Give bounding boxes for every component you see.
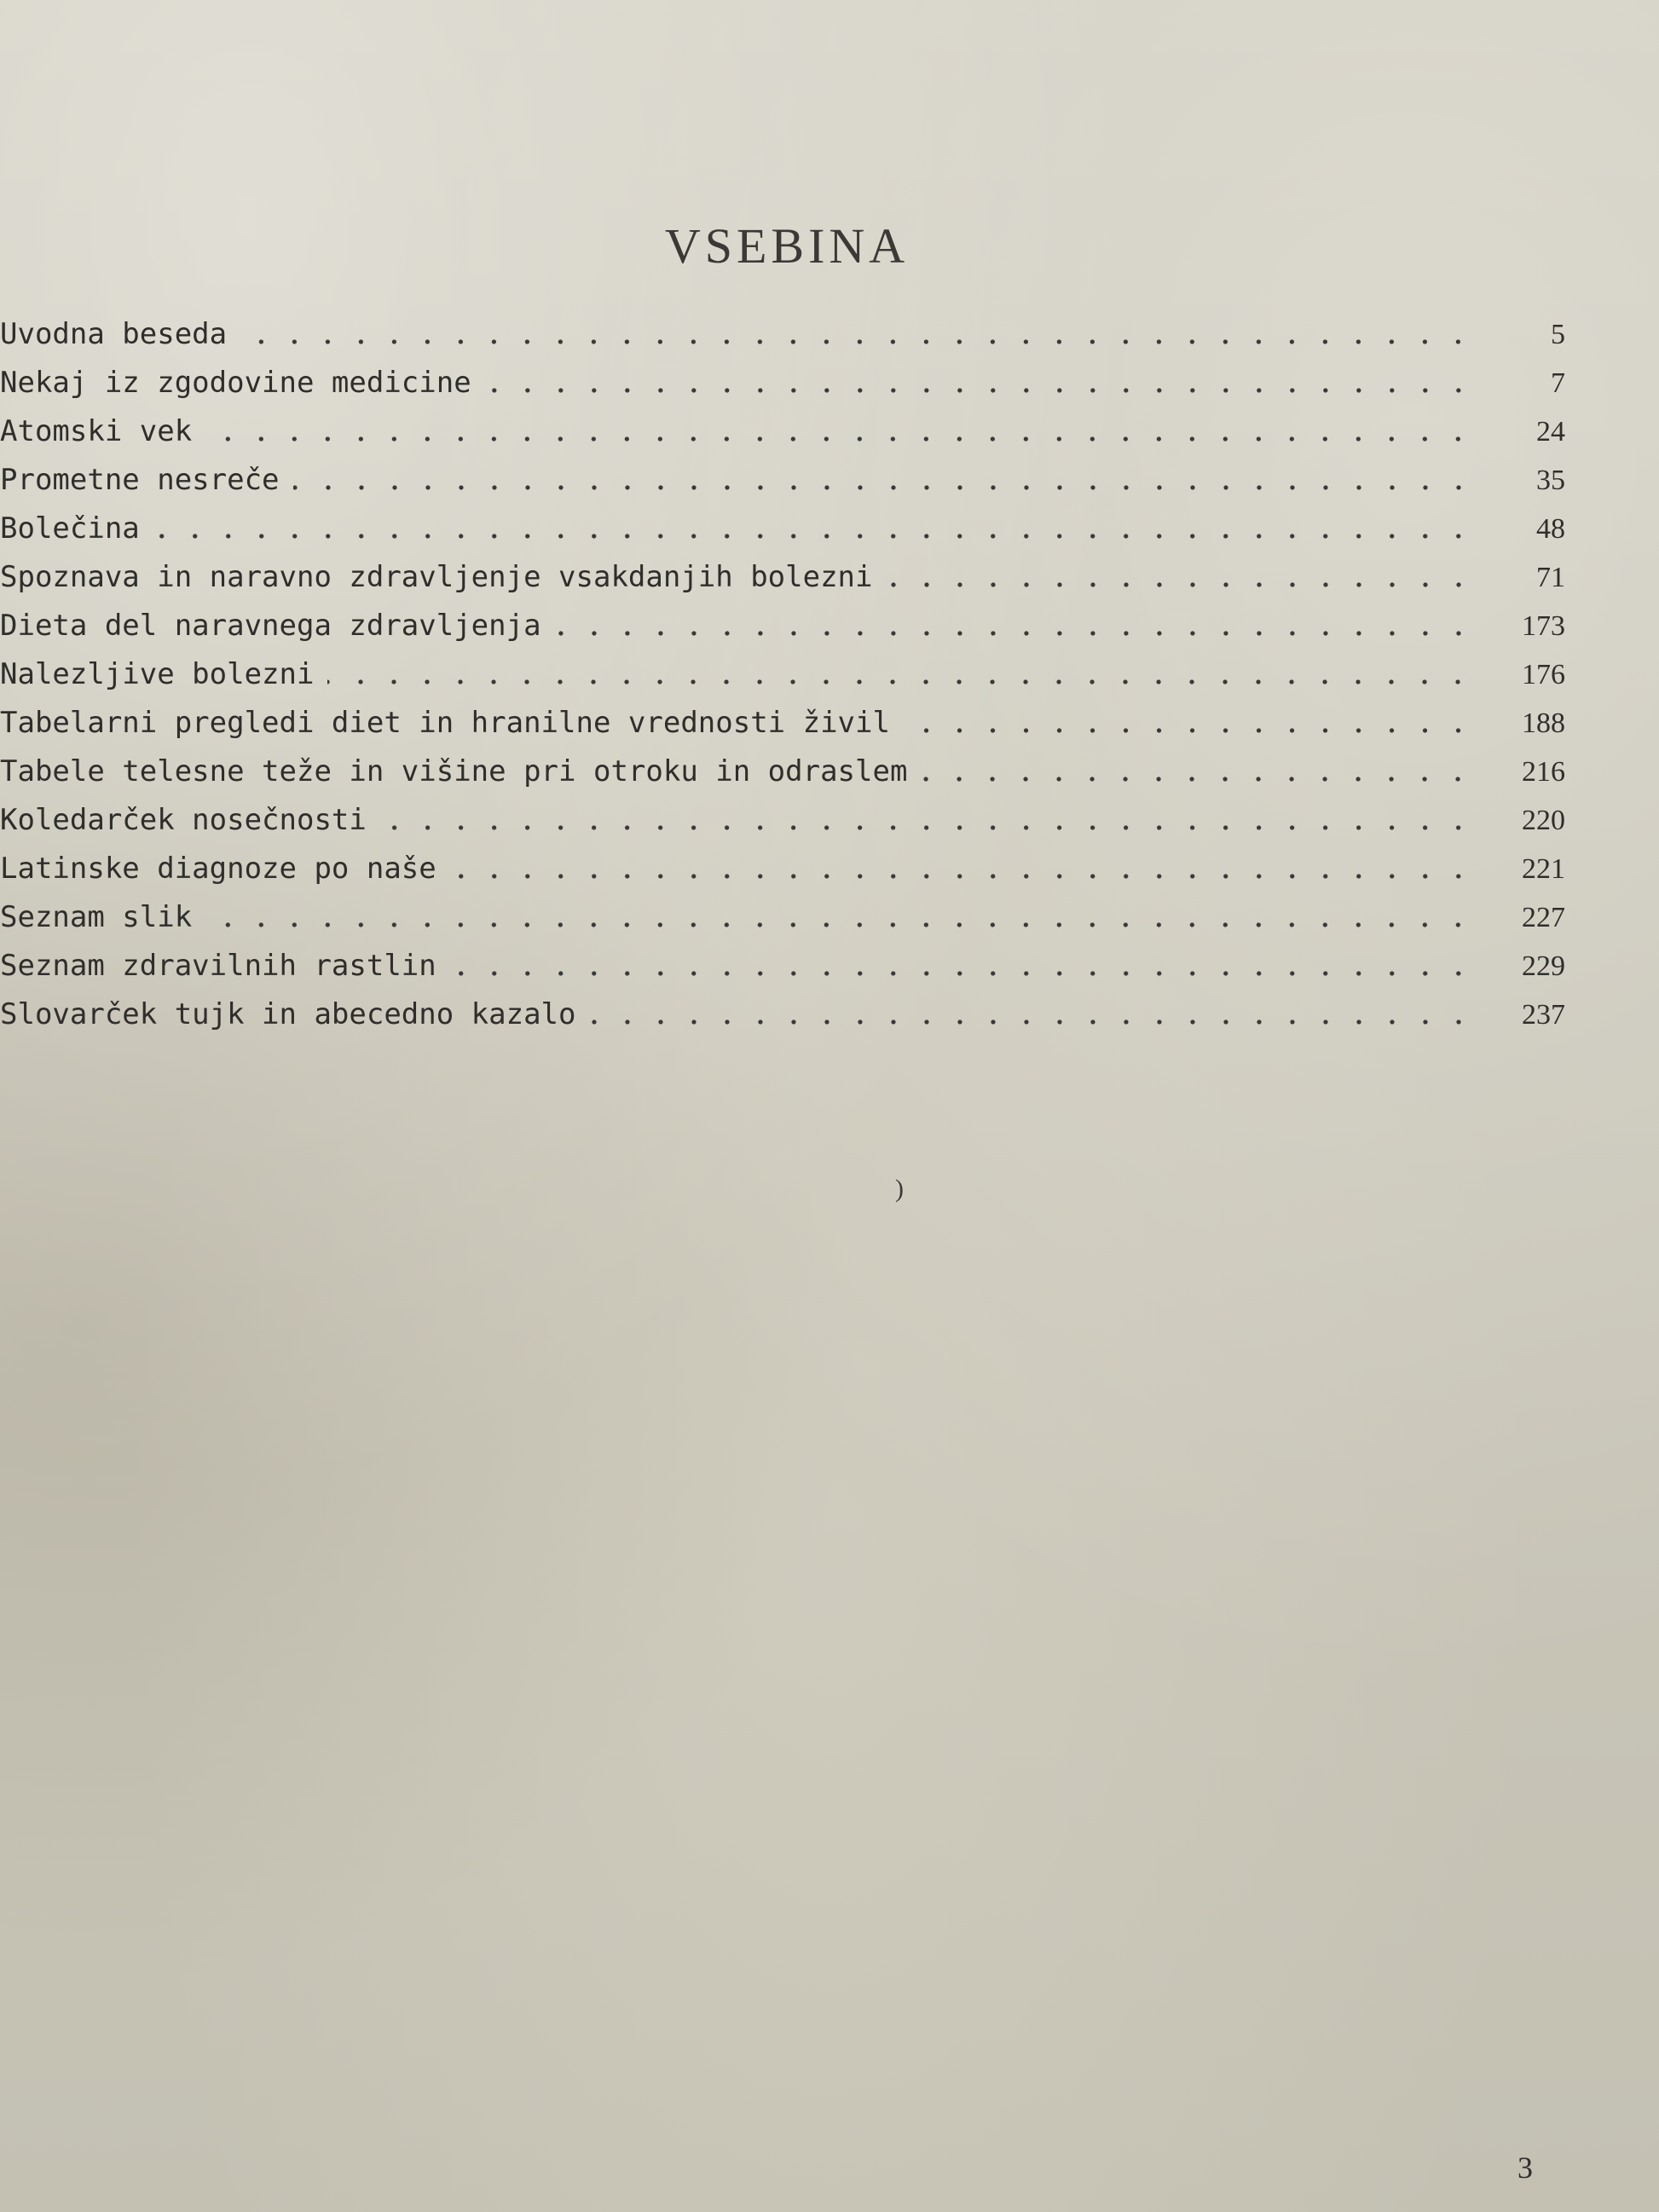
toc-entry-title: Bolečina [0, 511, 140, 546]
toc-entry-title: Spoznava in naravno zdravljenje vsakdanjih bolezni [0, 560, 873, 594]
dot-leader [485, 376, 1475, 405]
toc-entry-page: 188 [1522, 707, 1565, 739]
toc-entry-title: Atomski vek [0, 414, 193, 448]
toc-entry-page: 173 [1522, 610, 1565, 642]
dot-leader [904, 716, 1475, 745]
toc-entry-page: 220 [1522, 805, 1565, 836]
toc-entry [0, 803, 1565, 852]
toc-entry-page: 71 [1536, 562, 1565, 593]
toc-entry-page: 229 [1522, 950, 1565, 982]
toc-entry [0, 414, 1565, 463]
toc-entry-page: 237 [1522, 999, 1565, 1031]
toc-entry-title: Seznam zdravilnih rastlin [0, 949, 436, 983]
dot-leader [327, 667, 1475, 696]
toc-entry [0, 560, 1565, 609]
toc-entry [0, 657, 1565, 706]
toc-entry-title: Uvodna beseda [0, 317, 228, 351]
dot-leader [555, 619, 1475, 648]
toc-entry [0, 609, 1565, 657]
toc-entry-page: 221 [1522, 853, 1565, 885]
toc-entry-title: Dieta del naravnega zdravljenja [0, 609, 541, 643]
toc-entry-page: 7 [1551, 367, 1565, 399]
toc-entry-title: Tabele telesne teže in višine pri otroku in odraslem [0, 754, 908, 788]
toc-entry-title: Tabelarni pregledi diet in hranilne vrednosti živil [0, 706, 890, 740]
toc-entry-page: 5 [1551, 319, 1565, 350]
page-title: VSEBINA [664, 218, 910, 274]
toc-entry-title: Latinske diagnoze po naše [0, 852, 436, 886]
toc-entry-page: 24 [1536, 416, 1565, 448]
toc-entry [0, 317, 1565, 366]
toc-entry [0, 949, 1565, 997]
dot-leader [205, 424, 1475, 453]
toc-entry-page: 216 [1522, 756, 1565, 788]
dot-leader [380, 813, 1475, 842]
toc-entry [0, 997, 1565, 1046]
dot-leader [887, 570, 1476, 599]
toc-entry-title: Koledarček nosečnosti [0, 803, 367, 837]
dot-leader [153, 522, 1475, 551]
toc-entry [0, 366, 1565, 414]
toc-entry-page: 35 [1536, 465, 1565, 496]
toc-entry-page: 227 [1522, 902, 1565, 933]
table-of-contents [0, 317, 1565, 1046]
toc-entry-title: Nekaj iz zgodovine medicine [0, 366, 471, 400]
dot-leader [590, 1008, 1475, 1037]
toc-entry-title: Slovarček tujk in abecedno kazalo [0, 997, 576, 1031]
dot-leader [293, 473, 1475, 502]
dot-leader [450, 862, 1475, 891]
toc-entry [0, 511, 1565, 560]
dot-leader [450, 959, 1475, 988]
toc-entry [0, 754, 1565, 803]
toc-entry-page: 176 [1522, 659, 1565, 690]
page-number: 3 [1517, 2151, 1533, 2185]
toc-entry-page: 48 [1536, 513, 1565, 545]
dot-leader [921, 765, 1475, 794]
dot-leader [205, 910, 1475, 939]
toc-entry [0, 463, 1565, 511]
stray-ink-mark: ) [895, 1175, 904, 1203]
toc-entry-title: Seznam slik [0, 900, 193, 934]
toc-entry-title: Nalezljive bolezni [0, 657, 315, 691]
toc-entry [0, 706, 1565, 754]
dot-leader [240, 327, 1475, 356]
toc-entry [0, 900, 1565, 949]
toc-entry [0, 852, 1565, 900]
toc-entry-title: Prometne nesreče [0, 463, 280, 497]
